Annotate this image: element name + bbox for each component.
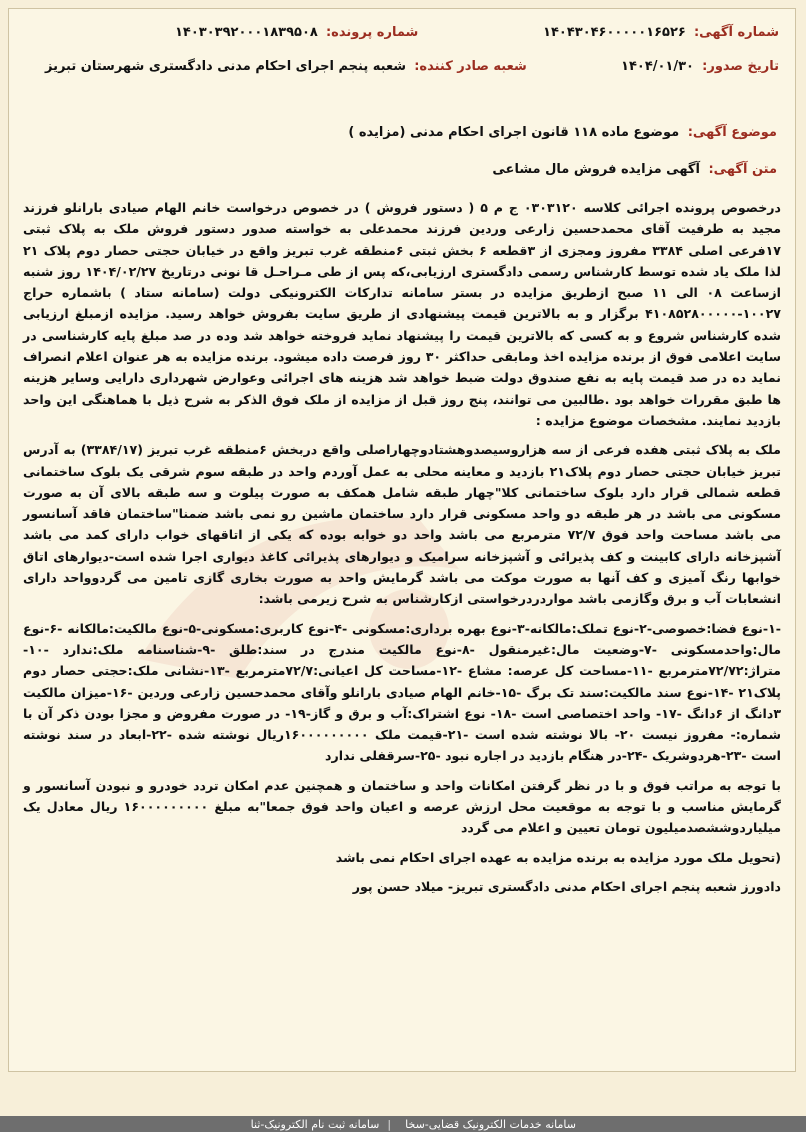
paragraph-property-details: -۱-نوع فضا:خصوصی-۲-نوع تملک:مالکانه-۳-نوع بهره برداری:مسکونی -۴-نوع کاربری:مسکونی-۵-نوع مالکیت:مالکانه -۶-نوع مال:واحدمسکونی -۷-وضعیت مال:غیرمنقول -۸-نوع مالکیت مندرج در سند:طلق -۹-شناسنامه ملک:ندارد -۱۰- متراژ:۷۲/۷۲مترمربع -۱۱-مساحت کل عرصه: مشاع -۱۲-مساحت کل اعیانی:۷۲/۷مترمربع -۱۳-نشانی ملک:حجتی حصار دوم پلاک۲۱ -۱۴-نوع سند مالکیت:سند تک برگ -۱۵-خانم الهام صیادی بارانلو وآقای محمدحسین زارعی وردین -۱۶-میزان مالکیت ۳دانگ از ۶دانگ -۱۷- واحد اختصاصی است -۱۸- نوع اشتراک:آب و برق و گاز-۱۹- در صورت مفروض و مجزا بودن ذکر آن با شماره:- مفروز نیست ۲۰- بالا نوشته شده است -۲۱-قیمت ملک ۱۶۰۰۰۰۰۰۰۰۰ریال نوشته شده -۲۲-ابعاد در سند نوشته است -۲۳-هردوشریک -۲۴-در هنگام بازدید در اجاره نبود -۲۵-سرقفلی ندارد [23,620,782,764]
footer-bar [0,1116,806,1132]
case-number-value: ۱۴۰۳۰۳۹۲۰۰۰۱۸۳۹۵۰۸ [175,24,318,40]
subject [27,125,777,140]
case-number-label: شماره پرونده: [325,24,419,40]
header-row-2 [25,53,779,79]
header-row-1 [25,19,779,45]
notice-text-heading [27,162,777,177]
notice-number-value: ۱۴۰۴۳۰۴۶۰۰۰۰۰۱۶۵۲۶ [543,24,686,40]
footer-separator: | [387,1117,392,1131]
issue-date-value: ۱۴۰۴/۰۱/۳۰ [621,58,694,74]
footer-link-sana[interactable]: سامانه ثبت نام الکترونیک-ثنا [250,1117,380,1131]
paragraph-intro: درخصوص پرونده اجرائی کلاسه ۰۳۰۳۱۲۰ ج م ۵ ( دستور فروش ) در خصوص درخواست خانم الهام صیادی بارانلو فرزند مجید به طرفیت آقای محمدحسین زارعی وردین فرزند محمدعلی به خواسته صدور دستور فروش ملک به پلاک ثبتی ۱۷فرعی اصلی ۳۳۸۴ مفروز ومجزی از ۳قطعه ۶ بخش ثبتی ۶منطقه غرب تبریز واقع در خیابان حجتی حصار دوم پلاک ۲۱ لذا ملک یاد شده توسط کارشناس رسمی دادگستری ارزیابی،که پس از طی مـراحـل قا نونی درتاریخ ۱۴۰۴/۰۲/۲۷ روز شنبه ازساعت ۰۸ الی ۱۱ صبح ازطریق مزایده در بستر سامانه تدارکات الکترونیکی دولت (سامانه ستاد ) باشماره حراج ۱۰۰۲۷-۴۱۰۸۵۲۸۰۰۰۰۰ برگزار و به بالاترین قیمت پیشنهادی از طریق سایت بفروش خواهد رسید. مزایده ازمبلغ ارزیابی شده کارشناس شروع و به کسی که بالاترین قیمت را پیشنهاد نماید فروخته خواهد شد وده در صد مبلغ پایه کارشناسی در سایت اعلامی فوق از برنده مزایده اخذ ومابقی حداکثر ۳۰ روز فرصت داده میشود. برنده مزایده به هر عنوان اعلام انصراف نماید ده در صد قیمت پایه به نفع صندوق دولت ضبط خواهد شد هزینه های اجرائی وعوارض شهرداری دارایی وسایر هزینه ها طبق مقررات خواهد بود .طالبین می توانند، پنج روز قبل از مزایده از ملک فوق الذکر به شرح ذیل با هماهنگی این واحد بازدید نمایند. مشخصات موضوع مزایده : [23,200,782,428]
issue-date-label: تاریخ صدور: [702,58,779,74]
footer-link-sakha[interactable]: سامانه خدمات الکترونیک قضایی-سخا [405,1117,576,1131]
notice-text-label: متن آگهی: [708,162,777,177]
case-number [175,25,418,40]
issue-date [621,59,779,74]
notice-title: آگهی مزایده فروش مال مشاعی [492,162,700,177]
subject-value: موضوع ماده ۱۱۸ قانون اجرای احکام مدنی (مزایده ) [348,125,680,140]
paragraph-valuation: با توجه به مراتب فوق و با در نظر گرفتن امکانات واحد و ساختمان و همچنین عدم امکان تردد خودرو و نبودن آسانسور و گرمایش مناسب و با توجه به موقعیت محل ارزش عرصه و اعیان واحد فوق جمعا"به مبلغ ۱۶۰۰۰۰۰۰۰۰۰ ریال معادل یک میلیاردوششصدمیلیون تومان تعیین و اعلام می گردد [23,777,781,836]
issuer-label: شعبه صادر کننده: [414,58,527,74]
notice-number-label: شماره آگهی: [693,24,779,40]
subject-label: موضوع آگهی: [687,125,777,140]
paragraph-delivery-note: (تحویل ملک مورد مزایده به برنده مزایده به عهده اجرای احکام نمی باشد [335,849,781,865]
issuer-value: شعبه پنجم اجرای احکام مدنی دادگستری شهرستان تبریز [45,58,407,74]
issuer [45,59,527,74]
paragraph-signature: دادورز شعبه پنجم اجرای احکام مدنی دادگستری تبریز- میلاد حسن پور [352,878,781,894]
notice-number [543,25,779,40]
notice-page [8,8,796,1072]
notice-body [23,197,781,905]
paragraph-property-description: ملک به پلاک ثبتی هفده فرعی از سه هزاروسیصدوهشتادوچهاراصلی واقع دربخش ۶منطقه غرب تبریز (۳۳۸۴/۱۷) به آدرس تبریز خیابان حجتی حصار دوم پلاک۲۱ بازدید و معاینه محلی به عمل آوردم واحد در طبقه سوم شرقی یک بلوک ساختمانی قطعه شمالی قرار دارد بلوک ساختمانی کلا"چهار طبقه شامل همکف به صورت پیلوت و سه طبقه بالای آن به صورت مسکونی می باشد در هر طبقه دو واحد مسکونی قرار دارد ساختمان ماشین رو نمی باشد ضمنا"ساختمان فاقد آسانسور می باشد مساحت واحد فوق ۷۲/۷ مترمربع می باشد واحد دو خوابه بوده که یکی از اتاقهای خواب دارای کمد می باشد آشپزخانه دارای کابینت و کف پذیرائی و آشپزخانه سرامیک و دیوارهای پذیرائی کاغذ دیواری اجرا شده است-دیوارهای اتاق خوابها رنگ آمیزی و کف آنها به صورت موکت می باشد گرمایش واحد به صورت بخاری گازی تامین می گردوواحد دارای انشعابات آب و برق وگازمی باشد مواردردرخواستی ازکارشناس به شرح زیرمی باشد: [23,442,781,607]
